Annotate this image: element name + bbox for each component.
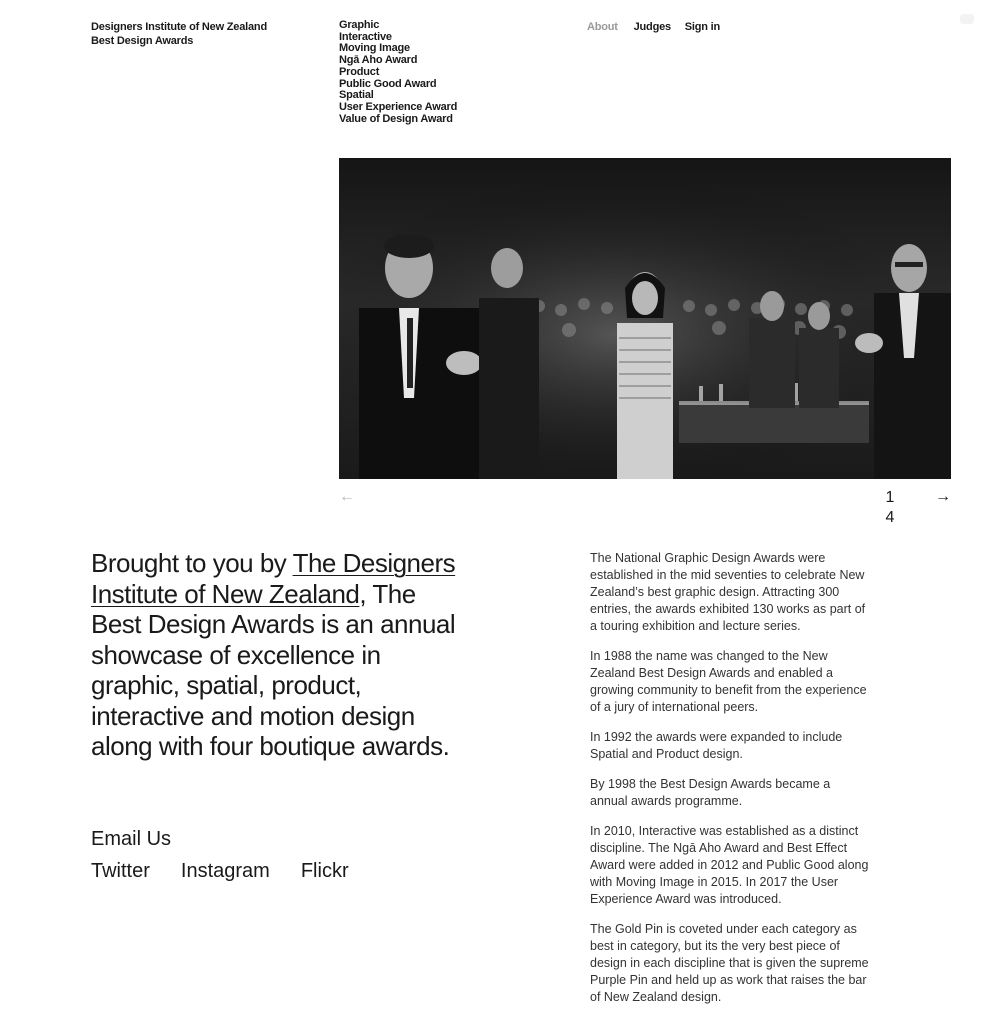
intro-lead: Brought to you by bbox=[91, 548, 293, 578]
category-link-spatial[interactable]: Spatial bbox=[339, 89, 374, 102]
history-paragraph: In 1988 the name was changed to the New Zealand Best Design Awards and enabled a growing community to benefit from the experience of a jury of international peers. bbox=[590, 649, 867, 715]
history-paragraph: By 1998 the Best Design Awards became a annual awards programme. bbox=[590, 776, 831, 808]
history-paragraph: In 1992 the awards were expanded to include Spatial and Product design. bbox=[590, 730, 843, 762]
email-us-link[interactable]: Email Us bbox=[91, 828, 172, 850]
category-link-user-experience-award[interactable]: User Experience Award bbox=[339, 100, 458, 113]
category-link-interactive[interactable]: Interactive bbox=[339, 30, 392, 43]
category-link-nga-aho-award[interactable]: Ngā Aho Award bbox=[339, 54, 418, 67]
awards-name[interactable]: Best Design Awards bbox=[91, 35, 194, 47]
social-links bbox=[91, 858, 380, 884]
category-link-graphic[interactable]: Graphic bbox=[339, 19, 380, 31]
corner-indicator bbox=[960, 14, 974, 24]
site-title[interactable] bbox=[91, 20, 267, 48]
gallery-total: 4 bbox=[885, 509, 895, 526]
category-link-product[interactable]: Product bbox=[339, 65, 380, 78]
previous-arrow-icon[interactable]: ← bbox=[339, 488, 355, 505]
gallery-current-index: 1 bbox=[885, 489, 895, 506]
history-paragraph: The National Graphic Design Awards were established in the mid seventies to celebrate New Zealand’s best graphic design. Attracting 300 entries, the awards exhibited 130 works as part of a touring exhibition and lecture series. bbox=[590, 551, 866, 634]
next-arrow-icon[interactable]: → bbox=[935, 488, 951, 505]
nav-sign-in-link[interactable]: Sign in bbox=[684, 21, 721, 33]
nav-judges-link[interactable]: Judges bbox=[633, 21, 671, 33]
category-link-value-of-design-award[interactable]: Value of Design Award bbox=[339, 112, 453, 125]
history-paragraph: The Gold Pin is coveted under each category as best in category, but its the very best piece of design in each discipline that is given the supreme Purple Pin and held up as work that raises the bar of New Zealand design. bbox=[590, 921, 869, 1005]
nav-about-link[interactable]: About bbox=[587, 21, 618, 33]
org-name[interactable]: Designers Institute of New Zealand bbox=[91, 21, 267, 33]
category-link-moving-image[interactable]: Moving Image bbox=[339, 42, 410, 55]
designers-institute-link[interactable]: The Designers Institute of New Zealand bbox=[91, 548, 456, 609]
contact-section bbox=[91, 826, 171, 852]
intro-text bbox=[91, 548, 466, 762]
flickr-link[interactable]: Flickr bbox=[300, 860, 349, 882]
history-section bbox=[590, 550, 870, 1019]
gallery-pager bbox=[878, 488, 902, 528]
top-nav bbox=[587, 20, 720, 34]
twitter-link[interactable]: Twitter bbox=[91, 860, 150, 882]
category-nav bbox=[339, 20, 457, 125]
photo-awards-ceremony-icon bbox=[339, 158, 951, 479]
intro-rest: , The Best Design Awards is an annual showcase of excellence in graphic, spatial, product, interactive and motion design along with four boutique awards. bbox=[91, 578, 456, 761]
history-paragraph: In 2010, Interactive was established as a distinct discipline. The Ngā Aho Award and Best Effect Award were added in 2012 and Public Good along with Moving Image in 2015. In 2017 the User Experience Award was introduced. bbox=[590, 823, 869, 906]
hero-photo bbox=[339, 158, 951, 479]
category-link-public-good-award[interactable]: Public Good Award bbox=[339, 77, 437, 90]
instagram-link[interactable]: Instagram bbox=[180, 860, 270, 882]
